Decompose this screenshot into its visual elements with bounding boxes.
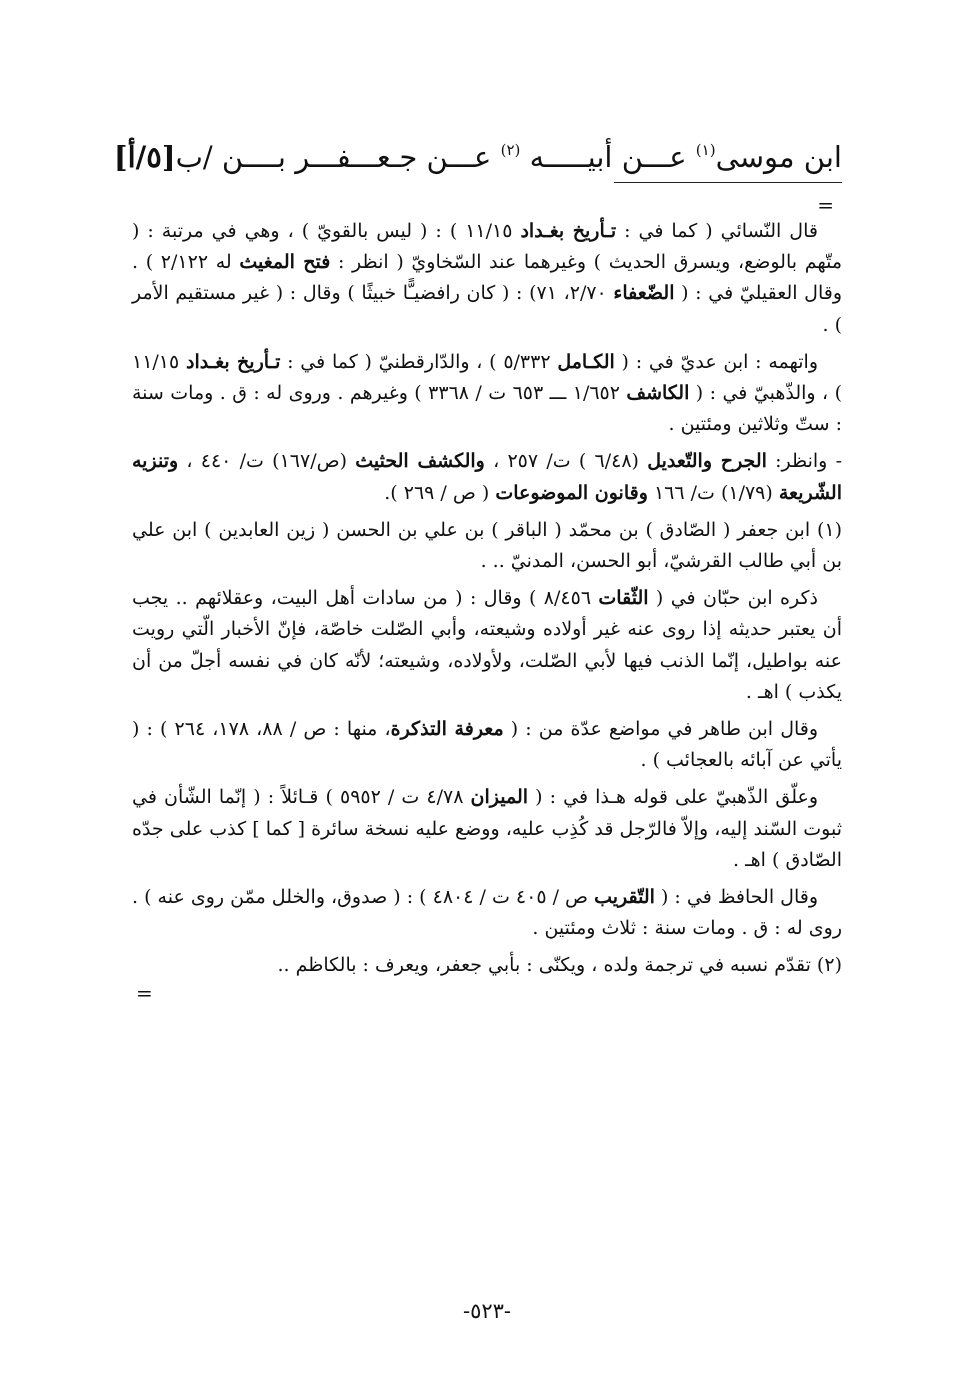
footnote-1: (١) ابن جعفر ( الصّادق ) بن محمّد ( الباقر ) بن علي بن الحسن ( زين العابدين ) ابن علي بن أبي طالب القرشيّ، أبو الحسن، المدنيّ .. . (132, 518, 842, 573)
book-title: الجرح والتّعديل (647, 450, 767, 473)
footnotes-block (132, 194, 842, 1004)
book-title: معرفة التذكرة (390, 718, 504, 741)
footnote-paragraph: قال النّسائي ( كما في : تـأريخ بغـداد ١١/١٥ ) : ( ليس بالقويّ ) ، وهي في مرتبة : ( متّهم بالوضع، ويسرق الحديث ) وغيرهما عند السّخاويّ ( انظر : فتح المغيث له ٢/١٢٢ ) . وقال العقيليّ في : ( الضّعفاء ٢/٧٠، ٧١) : ( كان رافضيـًّا خبيثًا ) وقال : ( غير مستقيم الأمر ) . (132, 220, 843, 336)
footnote-separator-rule (614, 182, 842, 183)
footnote-ref-1: (١) (695, 141, 716, 159)
book-title: التّقريب (594, 886, 655, 909)
book-title: فتح المغيث (239, 251, 331, 274)
footnote-paragraph: وعلّق الذّهبيّ على قوله هـذا في : ( الميزان ٤/٧٨ ت / ٥٩٥٢ ) قـائلاً : ( إنّما الشّأن في ثبوت السّند إليه، وإلاّ فالرّجل قد كُذِب عليه، ووضع عليه نسخة سائرة [ كما ] كذب على جدّه الصّادق ) اهـ . (132, 786, 842, 871)
footnote-paragraph: وقال ابن طاهر في مواضع عدّة من : ( معرفة التذكرة، منها : ص / ٨٨، ١٧٨، ٢٦٤ ) : ( يأتي عن آبائه بالعجائب ) . (132, 718, 842, 772)
footnote-ref-2: (٢) (500, 141, 521, 159)
main-text-part: عـــن أبيـــــه (520, 140, 696, 174)
book-title: تـأريخ بغـداد (185, 350, 281, 373)
continuation-mark: = (136, 980, 153, 1005)
book-title: والكشف الحثيث (355, 450, 485, 473)
book-title: الثّقات (598, 587, 649, 610)
page-number: -٥٢٣- (462, 1299, 512, 1323)
footnote-2: (٢) تقدّم نسبه في ترجمة ولده ، ويكنّى : بأبي جعفر، ويعرف : بالكاظم .. (277, 954, 842, 977)
main-text-line (113, 128, 842, 179)
book-title: الكاشف (626, 382, 690, 405)
footnote-paragraph: ذكره ابن حبّان في ( الثّقات ٨/٤٥٦ ) وقال : ( من سادات أهل البيت، وعقلائهم .. يجب أن يعتبر حديثه إذا روى عنه غير أولاده وشيعته، وأبي الصّلت خاصّة، فإنّ الأخبار الّتي رويت عنه بواطيل، إنّما الذنب فيها لأبي الصّلت، ولأولاده، وشيعته؛ لأنّه كان في نفسه أجلّ من أن يكذب ) اهـ . (132, 587, 842, 703)
book-title: الضّعفاء (613, 282, 675, 305)
separator-mark: = (817, 193, 834, 217)
footnote-paragraph: واتهمه : ابن عديّ في : ( الكـامل ٥/٣٣٢ ) ، والدّارقطنيّ ( كما في : تـأريخ بغـداد ١١/١٥ ) ، والذّهبيّ في : ( الكاشف ١/٦٥٢ ـــ ٦٥٣ ت / ٣٣٦٨ ) وغيرهم . وروى له : ق . ومات سنة : ستّ وثلاثين ومئتين . (132, 350, 843, 436)
main-text-part: ابن موسى (715, 140, 842, 174)
footnote-paragraph: - وانظر: الجرح والتّعديل (٦/٤٨ ) ت/ ٢٥٧ ، والكشف الحثيث (ص/١٦٧) ت/ ٤٤٠ ، وتنزيه الشّريعة (١/٧٩) ت/ ١٦٦ وقانون الموضوعات ( ص / ٢٦٩ ). (132, 450, 842, 504)
book-title: وقانون الموضوعات (495, 481, 648, 504)
book-title: وتنزيه الشّريعة (132, 450, 842, 504)
footnote-paragraph: وقال الحافظ في : ( التّقريب ص / ٤٠٥ ت / ٤٨٠٤ ) : ( صدوق، والخلل ممّن روى عنه ) . روى له : ق . ومات سنة : ثلاث ومئتين . (132, 886, 842, 940)
book-title: الميزان (470, 786, 529, 809)
folio-marker: [٥/أ] (113, 140, 176, 174)
book-title: الكـامل (557, 350, 615, 373)
book-title: تـأريخ بغـداد (520, 220, 617, 242)
main-text-part: عـــن جـعـــفـــر بــــن /ب (175, 140, 501, 174)
